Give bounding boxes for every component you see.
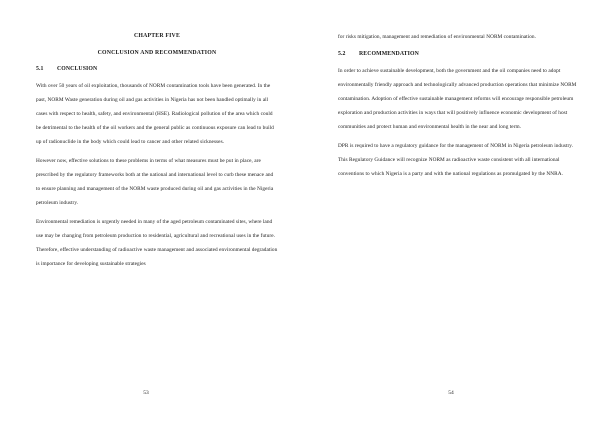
- section-heading-conclusion: [36, 64, 278, 74]
- paragraph-continuation: for risks mitigation, management and remediation of environmental NORM contamination.: [338, 34, 536, 40]
- paragraph: In order to achieve sustainable development, both the government and the oil companies need to adopt environmentally friendly approach and technologically advanced production operations that minimize NORM contamination. Adoption of effective sustainable management reforms will encourage responsible petroleum exploration and production activities in ways that will positively influence economic development of host communities and protect human and environmental health in the near and long term.: [338, 68, 577, 130]
- page-number: 53: [143, 390, 149, 396]
- paragraph: Environmental remediation is urgently needed in many of the aged petroleum contaminated sites, where land use may be changing from petroleum production to residential, agricultural and recreational uses in the future. Therefore, effective understanding of radioactive waste management and associated environmental degradation is importance for developing sustainable strategies: [36, 219, 278, 267]
- section-title: RECOMMENDATION: [359, 51, 419, 57]
- section-number: 5.2: [338, 51, 346, 57]
- paragraph: With over 50 years of oil exploitation, thousands of NORM contamination tools have been generated. In the past, NORM Waste generation during oil and gas activities in Nigeria has not been handled optimally in all cases with respect to health, safety, and environmental (HSE). Radiological pollution of the area which could be detrimental to the health of the oil workers and the general public as continuous exposure can lead to build up of radionuclide in the body which could lead to cancer and other related sicknesses.: [36, 83, 274, 145]
- paragraph: DPR is required to have a regulatory guidance for the management of NORM in Nigeria petroleum industry. This Regulatory Guidance will recognize NORM as radioactive waste consistent with all international conventions to which Nigeria is a party and with the national regulations as promulgated by the NNRA.: [338, 143, 574, 177]
- section-title: CONCLUSION: [57, 66, 98, 72]
- chapter-label: CHAPTER FIVE: [133, 33, 181, 39]
- section-number: 5.1: [36, 66, 44, 72]
- left-page-body: [36, 30, 278, 276]
- right-page-body: [338, 30, 580, 186]
- chapter-title: CONCLUSION AND RECOMMENDATION: [97, 50, 217, 56]
- paragraph: However now, effective solutions to these problems in terms of what measures must be put in place, are prescribed by the regulatory frameworks both at the national and international level to curb these menace and to ensure planning and management of the NORM waste produced during oil and gas activities in the Nigeria petroleum industry.: [36, 158, 274, 206]
- section-heading-recommendation: [338, 49, 580, 59]
- page-number: 54: [448, 390, 454, 396]
- page-right: [300, 0, 600, 424]
